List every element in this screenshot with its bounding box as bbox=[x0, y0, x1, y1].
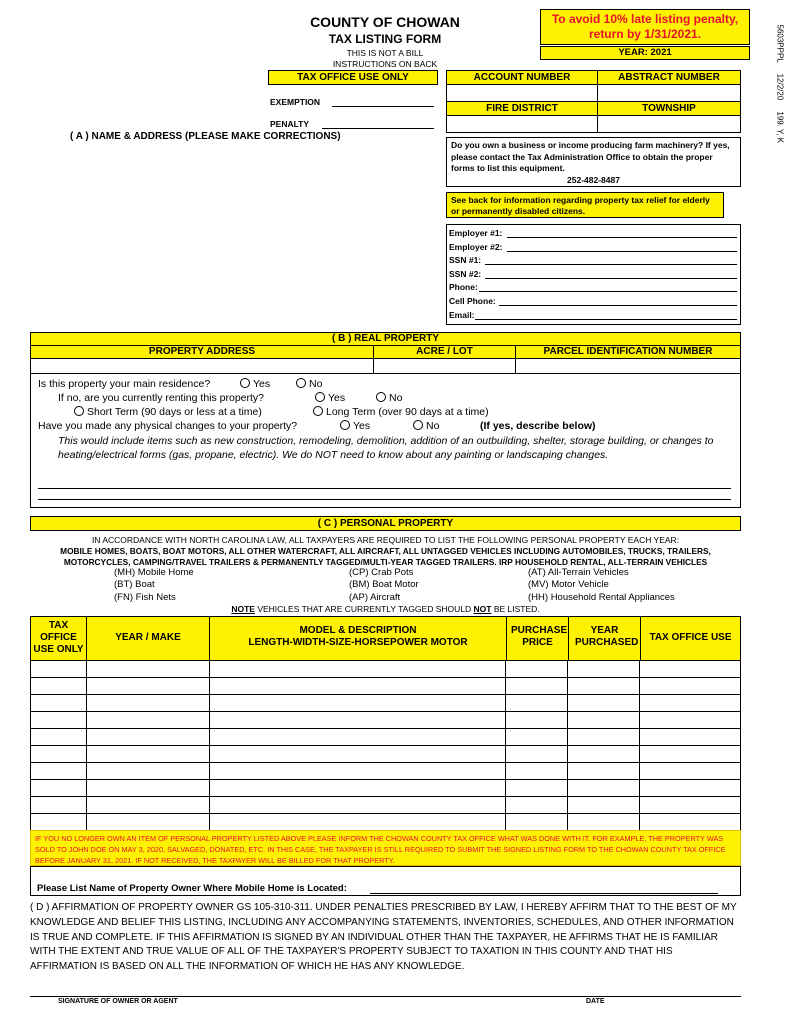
contact-field-input[interactable] bbox=[507, 237, 737, 238]
year-label: YEAR: 2021 bbox=[540, 46, 750, 60]
contact-field-input[interactable] bbox=[485, 264, 737, 265]
table-cell[interactable] bbox=[506, 763, 568, 780]
table-cell[interactable] bbox=[640, 712, 741, 729]
property-code: (CP) Crab Pots bbox=[349, 567, 414, 578]
radio-icon bbox=[296, 378, 306, 388]
no-label: No bbox=[389, 392, 403, 404]
changes-no[interactable] bbox=[413, 420, 439, 432]
name-address-box[interactable] bbox=[30, 145, 440, 325]
section-c-title: ( C ) PERSONAL PROPERTY bbox=[30, 516, 741, 531]
table-cell[interactable] bbox=[209, 729, 506, 746]
table-cell[interactable] bbox=[86, 678, 209, 695]
radio-icon bbox=[313, 406, 323, 416]
yes-label: Yes bbox=[253, 378, 271, 390]
table-cell[interactable] bbox=[31, 712, 87, 729]
radio-icon bbox=[376, 392, 386, 402]
list-line-2: MOTORCYCLES, CAMPING/TRAVEL TRAILERS & PERMANENTLY TAGGED/MULTI-YEAR TAGGED TRAILERS. IRP HOUSEHOLD RENTAL, ALL-TERRAIN VEHICLES bbox=[63, 557, 708, 567]
property-code: (BT) Boat bbox=[114, 579, 155, 591]
col-tax-office-use bbox=[640, 616, 741, 661]
table-row bbox=[31, 746, 741, 763]
table-row bbox=[31, 661, 741, 678]
parcel-id-field[interactable] bbox=[515, 358, 741, 374]
table-cell[interactable] bbox=[506, 780, 568, 797]
fire-district-header: FIRE DISTRICT bbox=[446, 101, 598, 116]
col-parcel-id: PARCEL IDENTIFICATION NUMBER bbox=[515, 345, 741, 359]
contact-box bbox=[446, 224, 741, 325]
col-model-description bbox=[209, 616, 507, 661]
signature-label: SIGNATURE OF OWNER OR AGENT bbox=[58, 998, 178, 1005]
table-cell[interactable] bbox=[640, 695, 741, 712]
radio-icon bbox=[315, 392, 325, 402]
date-label: DATE bbox=[586, 998, 605, 1005]
table-row bbox=[31, 797, 741, 814]
contact-field-label: Phone: bbox=[449, 282, 478, 293]
tax-office-use-text: TAX OFFICE USE bbox=[649, 632, 732, 643]
col-acre-lot: ACRE / LOT bbox=[373, 345, 516, 359]
table-cell[interactable] bbox=[86, 729, 209, 746]
if-yes-describe: (If yes, describe below) bbox=[480, 420, 596, 432]
radio-icon bbox=[413, 420, 423, 430]
contact-field-label: SSN #1: bbox=[449, 255, 482, 266]
table-row bbox=[31, 729, 741, 746]
table-cell[interactable] bbox=[640, 746, 741, 763]
table-cell[interactable] bbox=[568, 814, 640, 831]
table-cell[interactable] bbox=[86, 814, 209, 831]
table-cell[interactable] bbox=[31, 661, 87, 678]
table-row bbox=[31, 763, 741, 780]
table-cell[interactable] bbox=[31, 746, 87, 763]
property-code: (FN) Fish Nets bbox=[114, 591, 176, 603]
table-cell[interactable] bbox=[31, 797, 87, 814]
renting-no[interactable] bbox=[376, 392, 402, 404]
q-residence bbox=[38, 378, 210, 390]
side-code: 5603PPPL 12/2/20 199. Y, K bbox=[775, 24, 785, 144]
radio-icon bbox=[240, 378, 250, 388]
contact-field-input[interactable] bbox=[479, 291, 737, 292]
table-cell[interactable] bbox=[568, 763, 640, 780]
q-residence-text: Is this property your main residence? bbox=[38, 378, 211, 390]
form-title: TAX LISTING FORM bbox=[328, 32, 442, 46]
col-year-make bbox=[86, 616, 210, 661]
county-title: COUNTY OF CHOWAN bbox=[310, 14, 460, 30]
yes-label: Yes bbox=[353, 420, 371, 432]
table-cell[interactable] bbox=[86, 695, 209, 712]
residence-yes[interactable] bbox=[240, 378, 270, 390]
table-cell[interactable] bbox=[31, 729, 87, 746]
table-row bbox=[31, 814, 741, 831]
changes-yes[interactable] bbox=[340, 420, 370, 432]
table-cell[interactable] bbox=[209, 712, 506, 729]
table-cell[interactable] bbox=[86, 797, 209, 814]
radio-icon bbox=[340, 420, 350, 430]
table-cell[interactable] bbox=[209, 678, 506, 695]
table-cell[interactable] bbox=[31, 814, 87, 831]
list-line-1: MOBILE HOMES, BOATS, BOAT MOTORS, ALL OTHER WATERCRAFT, ALL AIRCRAFT, ALL UNTAGGED VEHICLES INCLUDING AUTOMOBILES, TRUCKS, TRAILERS, bbox=[60, 546, 711, 556]
business-phone: 252-482-8487 bbox=[567, 174, 620, 185]
exemption-label: EXEMPTION bbox=[270, 97, 321, 107]
table-cell[interactable] bbox=[209, 695, 506, 712]
contact-field-label: Cell Phone: bbox=[449, 296, 496, 306]
q-renting bbox=[58, 392, 264, 404]
table-cell[interactable] bbox=[506, 661, 568, 678]
table-cell[interactable] bbox=[209, 661, 506, 678]
model-subtext: LENGTH-WIDTH-SIZE-HORSEPOWER MOTOR bbox=[248, 637, 468, 648]
table-cell[interactable] bbox=[506, 695, 568, 712]
table-row bbox=[31, 678, 741, 695]
township-header: TOWNSHIP bbox=[597, 101, 741, 116]
property-address-field[interactable] bbox=[30, 358, 374, 374]
note-suffix: BE LISTED. bbox=[491, 604, 540, 614]
short-term-label: Short Term (90 days or less at a time) bbox=[87, 406, 262, 418]
table-cell[interactable] bbox=[568, 729, 640, 746]
table-cell[interactable] bbox=[640, 729, 741, 746]
property-code: (MV) Motor Vehicle bbox=[528, 579, 609, 591]
mobile-home-owner-field[interactable] bbox=[370, 893, 718, 894]
table-row bbox=[31, 712, 741, 729]
exemption-field[interactable] bbox=[332, 106, 434, 107]
table-cell[interactable] bbox=[568, 780, 640, 797]
table-cell[interactable] bbox=[506, 797, 568, 814]
q-changes bbox=[38, 420, 297, 432]
table-cell[interactable] bbox=[640, 780, 741, 797]
table-cell[interactable] bbox=[86, 780, 209, 797]
table-cell[interactable] bbox=[506, 814, 568, 831]
property-code: (AP) Aircraft bbox=[349, 591, 401, 603]
table-cell[interactable] bbox=[640, 661, 741, 678]
table-cell[interactable] bbox=[31, 780, 87, 797]
table-cell[interactable] bbox=[568, 797, 640, 814]
contact-field-input[interactable] bbox=[485, 278, 737, 279]
contact-field-label: Employer #2: bbox=[449, 241, 503, 252]
yes-label: Yes bbox=[328, 392, 346, 404]
note-mid: VEHICLES THAT ARE CURRENTLY TAGGED SHOULD bbox=[254, 604, 474, 614]
penalty-label: PENALTY bbox=[270, 119, 310, 129]
table-row bbox=[31, 780, 741, 797]
business-notice-text: Do you own a business or income producing farm machinery? If yes, please contact the Tax Administration Office to obtain the proper forms to list this equipment. bbox=[451, 140, 730, 173]
col-purchase-price: PURCHASE PRICE bbox=[506, 616, 569, 661]
property-code: (AT) All-Terrain Vehicles bbox=[528, 567, 629, 578]
late-notice: To avoid 10% late listing penalty, return by 1/31/2021. bbox=[540, 9, 750, 45]
no-label: No bbox=[426, 420, 440, 432]
table-cell[interactable] bbox=[568, 712, 640, 729]
col-property-address: PROPERTY ADDRESS bbox=[30, 345, 374, 359]
table-cell[interactable] bbox=[209, 763, 506, 780]
fire-district-field[interactable] bbox=[446, 115, 598, 133]
table-cell[interactable] bbox=[86, 763, 209, 780]
table-cell[interactable] bbox=[506, 712, 568, 729]
table-cell[interactable] bbox=[86, 746, 209, 763]
instructions-text: INSTRUCTIONS ON BACK bbox=[332, 59, 438, 69]
table-cell[interactable] bbox=[209, 746, 506, 763]
table-cell[interactable] bbox=[568, 661, 640, 678]
law-line: IN ACCORDANCE WITH NORTH CAROLINA LAW, ALL TAXPAYERS ARE REQUIRED TO LIST THE FOLLOWING PERSONAL PROPERTY EACH YEAR: bbox=[91, 535, 680, 545]
table-cell[interactable] bbox=[640, 814, 741, 831]
signature-line[interactable] bbox=[30, 996, 741, 997]
abstract-number-field[interactable] bbox=[597, 84, 741, 102]
table-cell[interactable] bbox=[31, 695, 87, 712]
col-tax-office-only: TAX OFFICE USE ONLY bbox=[30, 616, 87, 661]
changes-describe-line-1[interactable] bbox=[38, 488, 731, 489]
table-cell[interactable] bbox=[568, 695, 640, 712]
contact-field-label: Employer #1: bbox=[449, 228, 503, 238]
table-cell[interactable] bbox=[209, 797, 506, 814]
table-cell[interactable] bbox=[506, 746, 568, 763]
table-cell[interactable] bbox=[506, 729, 568, 746]
col-year-purchased: YEAR PURCHASED bbox=[568, 616, 641, 661]
table-cell[interactable] bbox=[31, 678, 87, 695]
disposal-notice: IF YOU NO LONGER OWN AN ITEM OF PERSONAL PROPERTY LISTED ABOVE PLEASE INFORM THE CHOWAN COUNTY TAX OFFICE WHAT WAS DONE WITH IT. FOR EXAMPLE, THE PROPERTY WAS SOLD TO JOHN DOE ON MAY 3, 2020, SALVAGED, DONATED, ETC. IN THIS CASE, THE TAXPAYER IS STILL REQUIRED TO SUBMIT THE SIGNED LISTING FORM TO THE CHOWAN COUNTY TAX OFFICE BEFORE JANUARY 31, 2021. IF NOT RECEIVED, THE TAXPAYER WILL BE BILLED FOR THAT PROPERTY. bbox=[30, 830, 741, 866]
radio-icon bbox=[74, 406, 84, 416]
no-label: No bbox=[309, 378, 323, 390]
table-cell[interactable] bbox=[209, 814, 506, 831]
q-renting-text: If no, are you currently renting this property? bbox=[58, 392, 265, 404]
model-text: MODEL & DESCRIPTION bbox=[299, 625, 417, 636]
tax-office-use-header: TAX OFFICE USE ONLY bbox=[268, 70, 438, 85]
long-term-option[interactable] bbox=[313, 406, 489, 418]
table-cell[interactable] bbox=[640, 797, 741, 814]
property-code: (MH) Mobile Home bbox=[114, 567, 194, 578]
contact-field-label: Email: bbox=[449, 309, 475, 320]
relief-notice: See back for information regarding property tax relief for elderly or permanently disabled citizens. bbox=[446, 192, 724, 218]
contact-field-input[interactable] bbox=[499, 305, 737, 306]
penalty-field[interactable] bbox=[322, 128, 434, 129]
contact-field-input[interactable] bbox=[507, 251, 737, 252]
affirmation-text: ( D ) AFFIRMATION OF PROPERTY OWNER GS 105-310-311. UNDER PENALTIES PRESCRIBED BY LAW, I HEREBY AFFIRM THAT TO THE BEST OF MY KNOWLEDGE AND BELIEF THIS LISTING, INCLUDING ANY ACCOMPANYING STATEMENTS, INVENTORIES, SCHEDULES, AND OTHER INFORMATION IS TRUE AND COMPLETE. IF THIS AFFIRMATION IS SIGNED BY AN INDIVIDUAL OTHER THAN THE TAXPAYER, HE AFFIRMS THAT HE IS FAMILIAR WITH THE EXTENT AND TRUE VALUE OF ALL OF THE TAXPAYER'S PROPERTY SUBJECT TO TAXATION IN THIS COUNTY AND THAT HIS AFFIRMATION IS BASED ON ALL THE INFORMATION OF WHICH HE HAS ANY KNOWLEDGE. bbox=[30, 902, 737, 973]
table-cell[interactable] bbox=[640, 763, 741, 780]
personal-property-table bbox=[30, 660, 741, 831]
table-cell[interactable] bbox=[86, 661, 209, 678]
table-cell[interactable] bbox=[568, 746, 640, 763]
abstract-number-header: ABSTRACT NUMBER bbox=[597, 70, 741, 85]
account-number-header: ACCOUNT NUMBER bbox=[446, 70, 598, 85]
renting-yes[interactable] bbox=[315, 392, 345, 404]
q-changes-text: Have you made any physical changes to your property? bbox=[38, 420, 298, 432]
section-b-title: ( B ) REAL PROPERTY bbox=[30, 332, 741, 346]
property-code: (BM) Boat Motor bbox=[349, 579, 419, 591]
table-cell[interactable] bbox=[506, 678, 568, 695]
table-cell[interactable] bbox=[31, 763, 87, 780]
year-make-text: YEAR / MAKE bbox=[115, 632, 181, 643]
note-not: NOT bbox=[473, 604, 492, 614]
contact-field-input[interactable] bbox=[475, 319, 737, 320]
vehicle-note bbox=[30, 604, 741, 614]
contact-field-label: SSN #2: bbox=[449, 268, 482, 279]
changes-note: This would include items such as new construction, remodeling, demolition, addition of an outbuilding, shelter, storage building, or changes to heating/electrical forms (gas, propane, electric). We do NOT need to know about any painting or landscaping changes. bbox=[58, 435, 714, 461]
not-bill-text: THIS IS NOT A BILL bbox=[346, 48, 424, 58]
table-cell[interactable] bbox=[568, 678, 640, 695]
short-term-option[interactable] bbox=[74, 406, 262, 418]
changes-describe-line-2[interactable] bbox=[38, 499, 731, 500]
account-number-field[interactable] bbox=[446, 84, 598, 102]
table-cell[interactable] bbox=[209, 780, 506, 797]
table-cell[interactable] bbox=[86, 712, 209, 729]
table-cell[interactable] bbox=[640, 678, 741, 695]
residence-no[interactable] bbox=[296, 378, 322, 390]
mobile-home-label: Please List Name of Property Owner Where Mobile Home is Located: bbox=[37, 883, 347, 894]
township-field[interactable] bbox=[597, 115, 741, 133]
acre-lot-field[interactable] bbox=[373, 358, 516, 374]
long-term-label: Long Term (over 90 days at a time) bbox=[326, 406, 489, 418]
note-prefix: NOTE bbox=[231, 604, 255, 614]
table-row bbox=[31, 695, 741, 712]
property-code: (HH) Household Rental Appliances bbox=[528, 591, 675, 603]
business-notice bbox=[446, 137, 741, 187]
section-a-title: ( A ) NAME & ADDRESS (PLEASE MAKE CORRECTIONS) bbox=[70, 131, 341, 142]
